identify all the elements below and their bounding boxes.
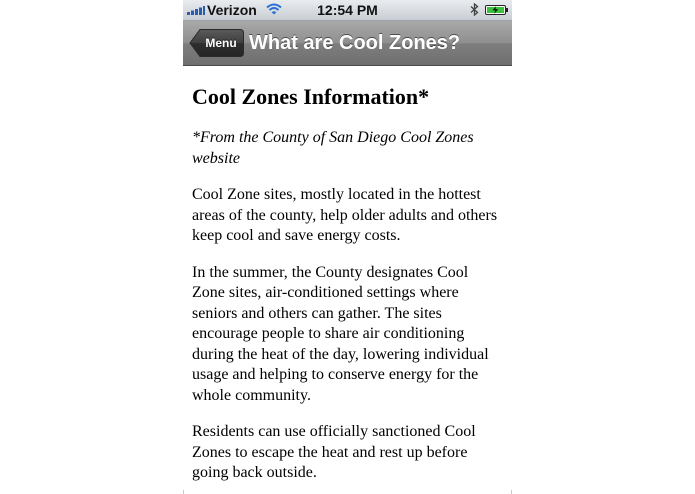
battery-charging-icon — [485, 5, 509, 15]
status-bar — [183, 0, 512, 21]
bluetooth-icon — [470, 3, 479, 16]
phone-screen — [183, 0, 512, 494]
content-heading: Cool Zones Information* — [192, 84, 430, 109]
source-note: *From the County of San Diego Cool Zones website — [192, 129, 474, 167]
scroll-edge-right — [511, 490, 512, 494]
status-time: 12:54 PM — [317, 2, 378, 18]
paragraph-intro: Cool Zone sites, mostly located in the hottest areas of the county, help older adults and others keep cool and save energy costs. — [192, 186, 498, 244]
page-title: What are Cool Zones? — [249, 32, 461, 54]
scroll-edge-left — [183, 490, 184, 494]
navigation-bar — [183, 21, 512, 66]
menu-back-button[interactable] — [189, 29, 244, 57]
paragraph-residents: Residents can use officially sanctioned Cool Zones to escape the heat and rest up before going back outside. — [192, 423, 476, 481]
carrier-name: Verizon — [207, 2, 257, 18]
content-area — [192, 82, 504, 494]
menu-button-label: Menu — [205, 36, 237, 50]
paragraph-summer: In the summer, the County designates Cool Zone sites, air-conditioned settings where seniors and others can gather. The sites encourage people to share air conditioning during the heat of the day, lowering individual usage and helping to conserve energy for the whole community. — [192, 263, 489, 404]
